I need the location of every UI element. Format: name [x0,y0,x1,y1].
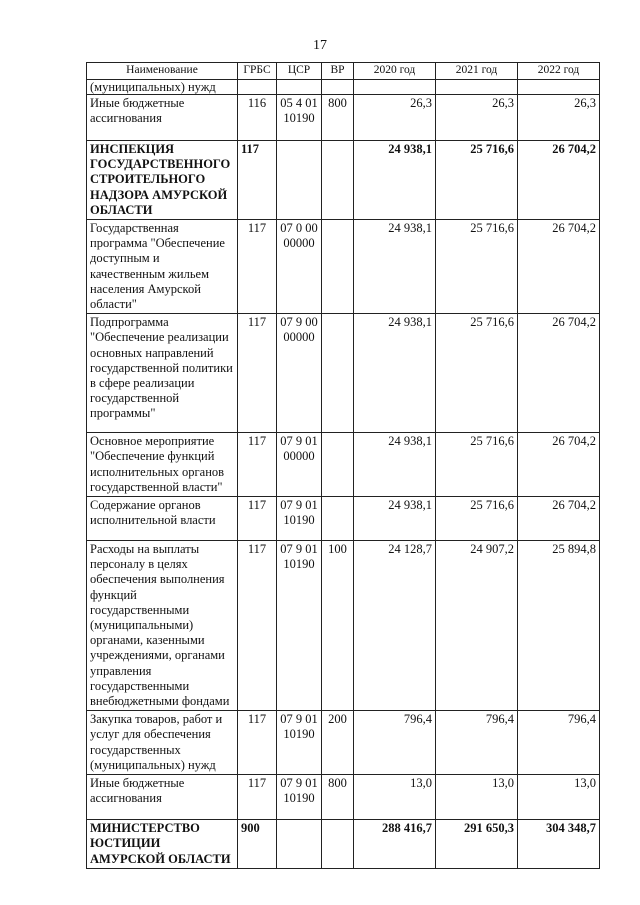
row-2020: 24 938,1 [354,141,436,220]
table-row [87,775,600,820]
row-2022 [518,80,600,95]
row-2022: 26 704,2 [518,314,600,433]
row-grbs [238,80,277,95]
row-grbs: 900 [238,820,277,869]
row-grbs: 117 [238,314,277,433]
row-name: МИНИСТЕРСТВО ЮСТИЦИИ АМУРСКОЙ ОБЛАСТИ [87,820,238,869]
row-2021: 25 716,6 [436,220,518,314]
row-2021: 25 716,6 [436,433,518,497]
row-grbs: 117 [238,711,277,775]
header-vr: ВР [322,63,354,80]
row-2021: 24 907,2 [436,541,518,711]
row-vr [322,141,354,220]
page-number: 17 [313,38,327,53]
row-2020: 13,0 [354,775,436,820]
header-2021: 2021 год [436,63,518,80]
row-vr [322,497,354,541]
row-grbs: 117 [238,220,277,314]
row-csr: 07 0 00 00000 [277,220,322,314]
table-row [87,95,600,141]
row-2021: 25 716,6 [436,141,518,220]
table-row [87,497,600,541]
table-row [87,711,600,775]
header-2020: 2020 год [354,63,436,80]
row-name: Государственная программа "Обеспечение доступным и качественным жильем населения Амурской области" [87,220,238,314]
row-vr [322,433,354,497]
row-csr: 07 9 00 00000 [277,314,322,433]
row-2020: 24 938,1 [354,314,436,433]
header-grbs: ГРБС [238,63,277,80]
table-header-row [87,63,600,80]
row-2020: 288 416,7 [354,820,436,869]
header-csr: ЦСР [277,63,322,80]
row-2021: 25 716,6 [436,497,518,541]
row-2020: 796,4 [354,711,436,775]
table-row [87,541,600,711]
row-grbs: 116 [238,95,277,141]
row-name: Содержание органов исполнительной власти [87,497,238,541]
row-vr: 100 [322,541,354,711]
row-csr [277,820,322,869]
table-row [87,80,600,95]
row-vr: 800 [322,775,354,820]
row-2022: 26 704,2 [518,497,600,541]
row-csr [277,80,322,95]
row-vr: 200 [322,711,354,775]
row-grbs: 117 [238,541,277,711]
header-2022: 2022 год [518,63,600,80]
row-vr [322,220,354,314]
table-row [87,141,600,220]
row-name: ИНСПЕКЦИЯ ГОСУДАРСТВЕННОГО СТРОИТЕЛЬНОГО НАДЗОРА АМУРСКОЙ ОБЛАСТИ [87,141,238,220]
row-2021: 25 716,6 [436,314,518,433]
row-csr: 05 4 01 10190 [277,95,322,141]
row-grbs: 117 [238,433,277,497]
row-2020 [354,80,436,95]
row-csr: 07 9 01 10190 [277,711,322,775]
row-2020: 24 938,1 [354,220,436,314]
row-vr [322,314,354,433]
row-2020: 24 128,7 [354,541,436,711]
row-2021: 13,0 [436,775,518,820]
row-name: Подпрограмма "Обеспечение реализации основных направлений государственной политики в сфере реализации государственной программы" [87,314,238,433]
row-name: Иные бюджетные ассигнования [87,95,238,141]
row-csr: 07 9 01 00000 [277,433,322,497]
row-2022: 796,4 [518,711,600,775]
row-2020: 24 938,1 [354,433,436,497]
row-csr: 07 9 01 10190 [277,497,322,541]
row-2022: 13,0 [518,775,600,820]
row-grbs: 117 [238,775,277,820]
row-2021: 796,4 [436,711,518,775]
row-2022: 304 348,7 [518,820,600,869]
row-grbs: 117 [238,497,277,541]
row-2021: 291 650,3 [436,820,518,869]
row-csr: 07 9 01 10190 [277,541,322,711]
row-2022: 25 894,8 [518,541,600,711]
row-2021 [436,80,518,95]
table-row [87,433,600,497]
row-name: (муниципальных) нужд [87,80,238,95]
row-name: Закупка товаров, работ и услуг для обеспечения государственных (муниципальных) нужд [87,711,238,775]
row-2020: 26,3 [354,95,436,141]
row-vr [322,820,354,869]
row-vr [322,80,354,95]
row-2022: 26 704,2 [518,220,600,314]
row-name: Основное мероприятие "Обеспечение функций исполнительных органов государственной власти" [87,433,238,497]
row-name: Расходы на выплаты персоналу в целях обеспечения выполнения функций государственными (муниципальными) органами, казенными учреждениями, органами управления государственными внебюджетными фондами [87,541,238,711]
row-name: Иные бюджетные ассигнования [87,775,238,820]
row-2022: 26 704,2 [518,141,600,220]
row-csr: 07 9 01 10190 [277,775,322,820]
row-2022: 26,3 [518,95,600,141]
row-2020: 24 938,1 [354,497,436,541]
header-name: Наименование [87,63,238,80]
budget-table [86,62,600,869]
row-2022: 26 704,2 [518,433,600,497]
row-vr: 800 [322,95,354,141]
table-row [87,220,600,314]
table-row [87,314,600,433]
row-grbs: 117 [238,141,277,220]
row-2021: 26,3 [436,95,518,141]
row-csr [277,141,322,220]
table-row [87,820,600,869]
